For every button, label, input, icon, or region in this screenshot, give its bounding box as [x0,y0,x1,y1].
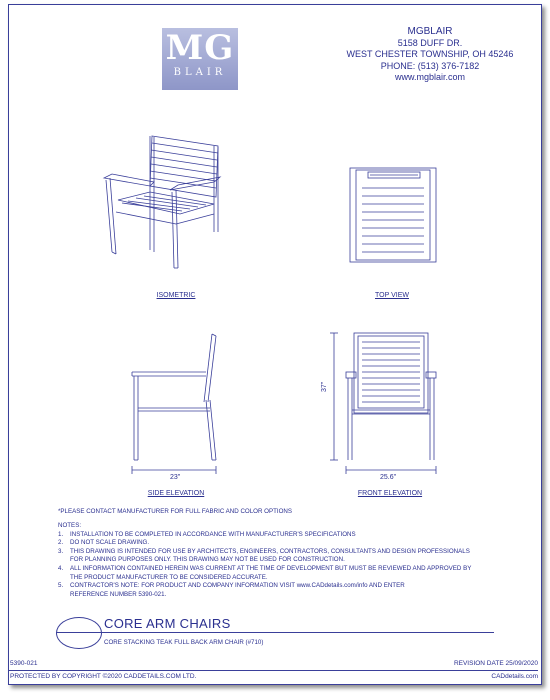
copyright-text: PROTECTED BY COPYRIGHT ©2020 CADDETAILS.COM LTD. [10,673,197,680]
top-view-label: TOP VIEW [375,292,409,299]
note-number: 1. [58,530,64,538]
logo-blair-text: BLAIR [173,67,227,78]
footer-divider [8,670,538,671]
note-line [58,548,518,557]
caddetails-link[interactable]: CADdetails.com [491,673,538,680]
note-text: FOR PLANNING PURPOSES ONLY. THIS DRAWING MAY NOT BE USED FOR CONSTRUCTION. [70,556,345,564]
company-website[interactable]: www.mgblair.com [394,72,466,82]
company-phone: PHONE: (513) 376-7182 [380,60,480,71]
top-view-drawing [350,168,436,262]
note-line [58,582,518,591]
note-line [58,539,518,548]
title-divider [56,632,494,633]
note-number: 4. [58,564,64,572]
side-width-dimension: 23" [170,474,181,481]
note-text: REFERENCE NUMBER 5390-021. [70,590,167,598]
note-number: 2. [58,539,64,547]
note-line [58,531,518,540]
note-number: 3. [58,547,64,555]
notes-heading: NOTES: [58,522,82,529]
note-text: CONTRACTOR'S NOTE: FOR PRODUCT AND COMPANY INFORMATION VISIT www.CADdetails.com/info AND ENTER [70,582,405,590]
isometric-label: ISOMETRIC [156,292,196,299]
company-city: WEST CHESTER TOWNSHIP, OH 45246 [346,49,514,59]
note-line [58,565,518,574]
note-text: THE PRODUCT MANUFACTURER TO BE CONSIDERED ACCURATE. [70,573,268,581]
notes-section [58,522,518,599]
revision-date: REVISION DATE 25/09/2020 [453,660,538,667]
note-number [58,574,70,583]
note-line [58,574,518,583]
side-elevation-drawing [132,334,216,474]
front-height-dimension: 37" [321,381,328,392]
note-text: DO NOT SCALE DRAWING. [70,539,150,547]
drawing-subtitle: CORE STACKING TEAK FULL BACK ARM CHAIR (#710) [104,639,264,646]
contact-manufacturer-note: *PLEASE CONTACT MANUFACTURER FOR FULL FABRIC AND COLOR OPTIONS [58,508,293,515]
note-number: 5. [58,582,64,590]
note-text: THIS DRAWING IS INTENDED FOR USE BY ARCHITECTS, ENGINEERS, CONTRACTORS, CONSULTANTS AND DESIGN PROFESSIONALS [70,547,470,555]
note-number [58,556,70,565]
logo-mg-text: MG [165,28,235,68]
company-name: MGBLAIR [407,26,453,37]
front-elevation-drawing [330,333,436,474]
note-number [58,591,70,600]
company-street: 5158 DUFF DR. [397,37,463,48]
isometric-view-drawing [104,136,220,268]
note-text: INSTALLATION TO BE COMPLETED IN ACCORDANCE WITH MANUFACTURER'S SPECIFICATIONS [70,530,356,538]
side-elevation-label: SIDE ELEVATION [147,490,205,497]
front-width-dimension: 25.6" [380,474,397,481]
front-elevation-label: FRONT ELEVATION [357,490,423,497]
note-text: ALL INFORMATION CONTAINED HEREIN WAS CURRENT AT THE TIME OF DEVELOPMENT BUT MUST BE REVIEWED AND APPROVED BY [70,564,472,572]
sheet-number: 5390-021 [10,660,38,667]
drawing-title: CORE ARM CHAIRS [104,616,231,631]
note-line [58,556,518,565]
note-line [58,591,518,600]
title-circle-icon [56,617,102,649]
